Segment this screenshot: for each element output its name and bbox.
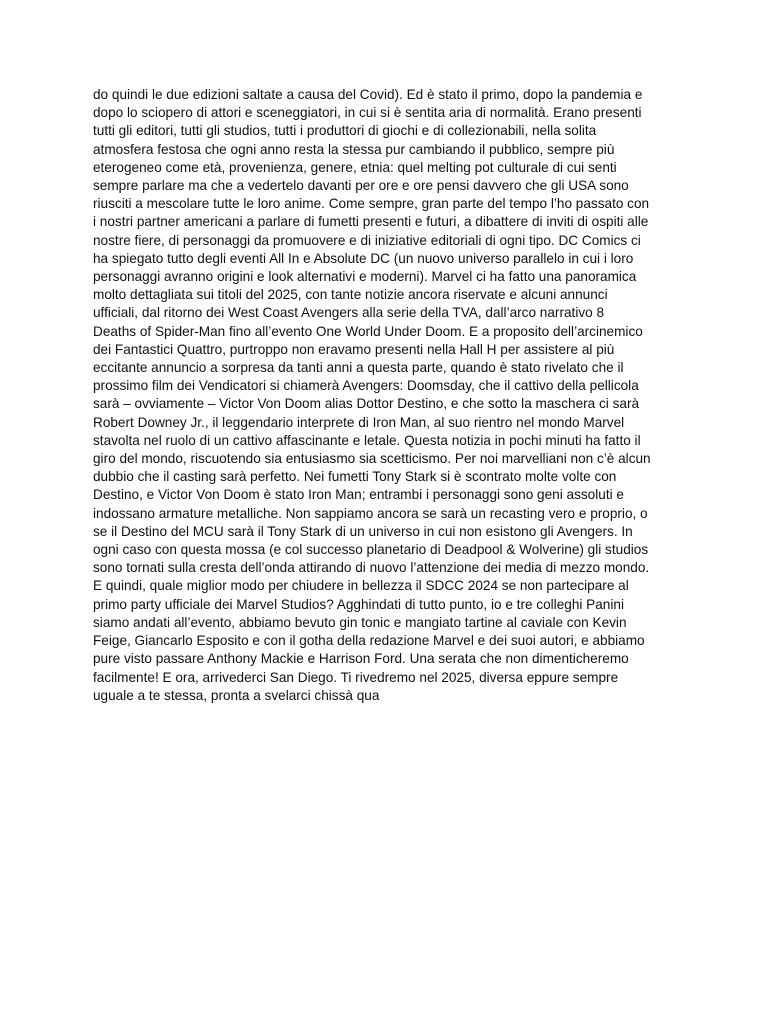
- text-line: sono tornati sulla cresta dell’onda attirando di nuovo l’attenzione dei media di mezzo mondo.: [93, 560, 650, 576]
- text-line: sempre parlare ma che a vedertelo davanti per ore e ore pensi davvero che gli USA sono: [93, 178, 629, 194]
- text-line: eterogeneo come età, provenienza, genere, etnia: quel melting pot culturale di cui senti: [93, 159, 617, 175]
- text-line: uguale a te stessa, pronta a svelarci chissà qua: [93, 687, 380, 703]
- text-line: nostre fiere, di personaggi da promuovere e di iniziative editoriali di ogni tipo. DC Comics ci: [93, 232, 641, 248]
- text-line: Destino, e Victor Von Doom è stato Iron Man; entrambi i personaggi sono geni assoluti e: [93, 487, 624, 503]
- text-line: molto dettagliata sui titoli del 2025, con tante notizie ancora riservate e alcuni annunci: [93, 287, 608, 303]
- text-line: stavolta nel ruolo di un cattivo affascinante e letale. Questa notizia in pochi minuti ha fatto il: [93, 432, 641, 448]
- text-line: giro del mondo, riscuotendo sia entusiasmo sia scetticismo. Per noi marvelliani non c’è alcun: [93, 451, 651, 467]
- text-line: dopo lo sciopero di attori e sceneggiatori, in cui si è sentita aria di normalità. Erano presenti: [93, 105, 642, 121]
- text-line: prossimo film dei Vendicatori si chiamerà Avengers: Doomsday, che il cattivo della pellicola: [93, 378, 639, 394]
- text-line: ha spiegato tutto degli eventi All In e Absolute DC (un nuovo universo parallelo in cui i loro: [93, 250, 634, 266]
- text-line: E quindi, quale miglior modo per chiudere in bellezza il SDCC 2024 se non partecipare al: [93, 578, 629, 594]
- text-line: tutti gli editori, tutti gli studios, tutti i produttori di giochi e di collezionabili, nella solita: [93, 123, 597, 139]
- text-line: dubbio che il casting sarà perfetto. Nei fumetti Tony Stark si è scontrato molte volte con: [93, 469, 617, 485]
- text-line: siamo andati all’evento, abbiamo bevuto gin tonic e mangiato tartine al caviale con Kevin: [93, 614, 627, 630]
- text-line: riusciti a mescolare tutte le loro anime. Come sempre, gran parte del tempo l’ho passato con: [93, 196, 650, 212]
- text-line: i nostri partner americani a parlare di fumetti presenti e futuri, a dibattere di inviti di ospiti alle: [93, 214, 649, 230]
- text-line: ogni caso con questa mossa (e col successo planetario di Deadpool & Wolverine) gli studios: [93, 542, 649, 558]
- text-line: dei Fantastici Quattro, purtroppo non eravamo presenti nella Hall H per assistere al più: [93, 341, 615, 357]
- text-line: ufficiali, dal ritorno dei West Coast Avengers alla serie della TVA, dall’arco narrativo 8: [93, 305, 605, 321]
- text-line: facilmente! E ora, arrivederci San Diego. Ti rivedremo nel 2025, diversa eppure sempre: [93, 669, 619, 685]
- text-line: primo party ufficiale dei Marvel Studios? Agghindati di tutto punto, io e tre colleghi Panini: [93, 596, 624, 612]
- text-line: sarà – ovviamente – Victor Von Doom alias Dottor Destino, e che sotto la maschera ci sarà: [93, 396, 640, 412]
- text-line: indossano armature metalliche. Non sappiamo ancora se sarà un recasting vero e proprio, o: [93, 505, 648, 521]
- text-line: do quindi le due edizioni saltate a causa del Covid). Ed è stato il primo, dopo la pandemia e: [93, 87, 643, 102]
- text-line: eccitante annuncio a sorpresa da tanti anni a questa parte, quando è stato rivelato che il: [93, 360, 624, 376]
- text-line: Deaths of Spider-Man fino all’evento One World Under Doom. E a proposito dell’arcinemico: [93, 323, 643, 339]
- text-line: se il Destino del MCU sarà il Tony Stark di un universo in cui non esistono gli Avengers. In: [93, 523, 633, 539]
- text-line: Feige, Giancarlo Esposito e con il gotha della redazione Marvel e dei suoi autori, e abbiamo: [93, 633, 645, 649]
- article-body: [93, 86, 693, 705]
- text-line: personaggi avranno origini e look alternativi e moderni). Marvel ci ha fatto una panoramica: [93, 269, 637, 285]
- text-line: pure visto passare Anthony Mackie e Harrison Ford. Una serata che non dimenticheremo: [93, 651, 629, 667]
- text-line: atmosfera festosa che ogni anno resta la stessa pur cambiando il pubblico, sempre più: [93, 141, 615, 157]
- text-line: Robert Downey Jr., il leggendario interprete di Iron Man, al suo rientro nel mondo Marvel: [93, 414, 625, 430]
